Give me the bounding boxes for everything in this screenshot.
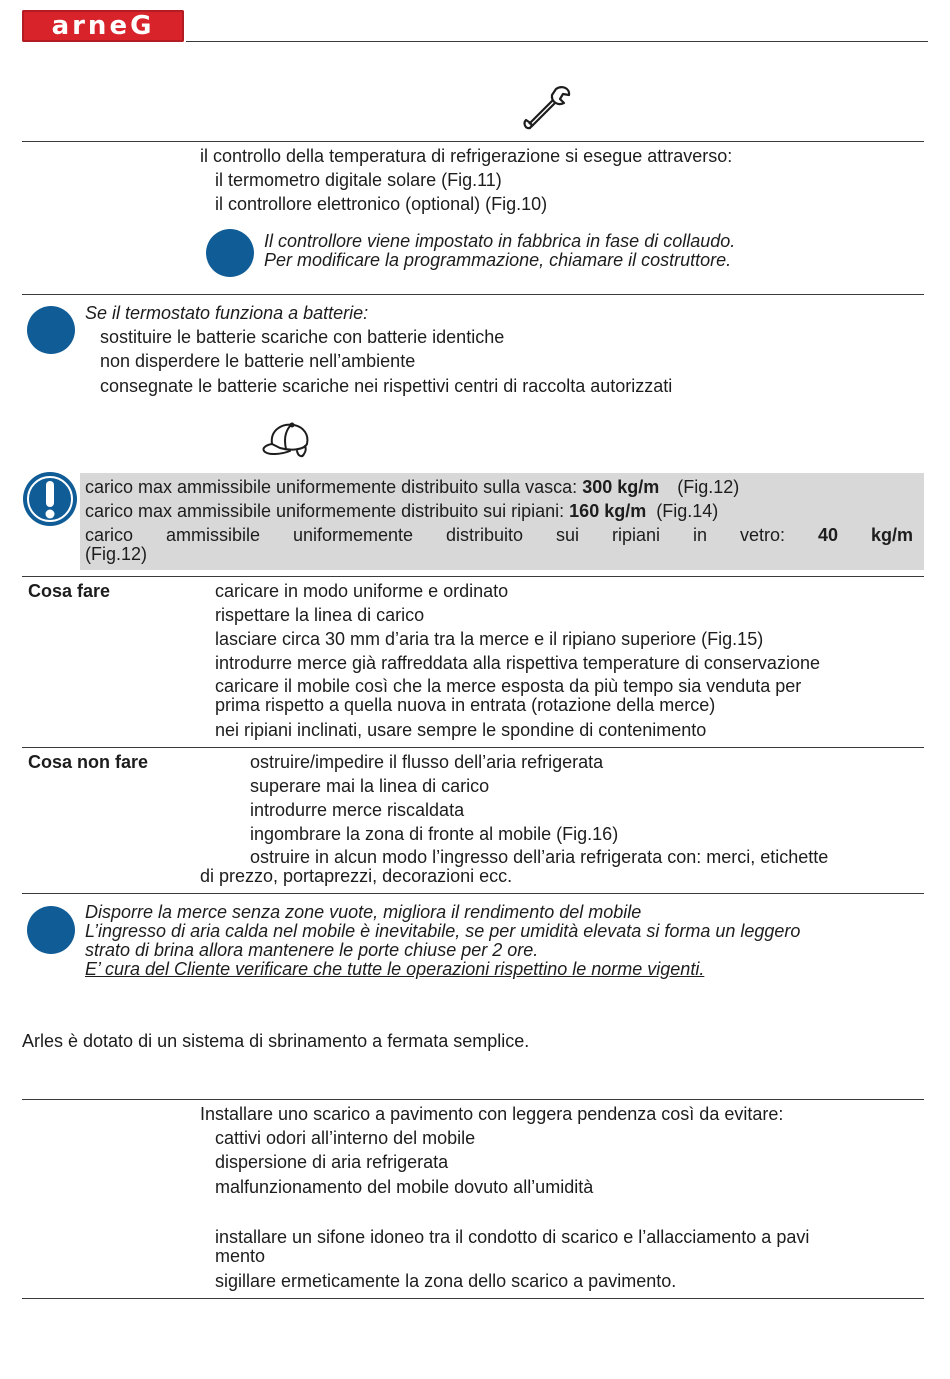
battery-item: consegnate le batterie scariche nei rispettivi centri di raccolta autorizzati — [100, 376, 673, 396]
drain-item: malfunzionamento del mobile dovuto all’umidità — [215, 1177, 594, 1197]
defrost-text: Arles è dotato di un sistema di sbrinamento a fermata semplice. — [22, 1031, 530, 1051]
control-item: il controllore elettronico (optional) (Fig.10) — [215, 194, 548, 214]
drain-item: installare un sifone idoneo tra il condotto di scarico e l’allacciamento a pavi — [215, 1227, 810, 1247]
drain-intro: Installare uno scarico a pavimento con leggera pendenza così da evitare: — [200, 1104, 784, 1124]
load-line: carico max ammissibile uniformemente distribuito sui ripiani: 160 kg/m (Fig.14) — [85, 501, 719, 521]
drain-item: dispersione di aria refrigerata — [215, 1152, 449, 1172]
dont-label: Cosa non fare — [28, 752, 149, 772]
warning-icon — [23, 472, 77, 526]
dont-item: introdurre merce riscaldata — [250, 800, 465, 820]
do-label: Cosa fare — [28, 581, 111, 601]
note-line: strato di brina allora mantenere le porte chiuse per 2 ore. — [85, 940, 539, 960]
drain-item: mento — [215, 1246, 266, 1266]
do-item: introdurre merce già raffreddata alla rispettiva temperature di conservazione — [215, 653, 820, 673]
dont-item: superare mai la linea di carico — [250, 776, 490, 796]
load-ref: (Fig.12) — [85, 544, 148, 564]
load-line: carico max ammissibile uniformemente distribuito sulla vasca: 300 kg/m (Fig.12) — [85, 477, 740, 497]
do-item: caricare in modo uniforme e ordinato — [215, 581, 509, 601]
do-item: caricare il mobile così che la merce esposta da più tempo sia venduta per — [215, 676, 802, 696]
note-line: E’ cura del Cliente verificare che tutte le operazioni rispettino le norme vigenti. — [85, 959, 705, 979]
rule-battery-top — [22, 294, 924, 295]
do-item: prima rispetto a quella nuova in entrata (rotazione della merce) — [215, 695, 716, 715]
rule-note-top — [22, 893, 924, 894]
load-line: carico ammissibile uniformemente distribuito sui ripiani in vetro: 40 kg/m — [85, 525, 913, 545]
do-item: rispettare la linea di carico — [215, 605, 425, 625]
note-line: Disporre la merce senza zone vuote, migliora il rendimento del mobile — [85, 902, 642, 922]
rule-drain-bottom — [22, 1298, 924, 1299]
info-icon — [27, 906, 75, 954]
do-item: lasciare circa 30 mm d’aria tra la merce e il ripiano superiore (Fig.15) — [215, 629, 764, 649]
header-rule — [186, 41, 928, 42]
cap-icon — [260, 420, 312, 462]
dont-item: ingombrare la zona di fronte al mobile (Fig.16) — [250, 824, 619, 844]
control-intro: il controllo della temperatura di refrigerazione si esegue attraverso: — [200, 146, 733, 166]
drain-item: cattivi odori all’interno del mobile — [215, 1128, 476, 1148]
dont-item: ostruire/impedire il flusso dell’aria refrigerata — [250, 752, 604, 772]
arneg-logo — [22, 10, 184, 42]
do-item: nei ripiani inclinati, usare sempre le spondine di contenimento — [215, 720, 707, 740]
rule-dont-top — [22, 747, 924, 748]
drain-item: sigillare ermeticamente la zona dello scarico a pavimento. — [215, 1271, 677, 1291]
wrench-icon — [522, 82, 572, 130]
logo-text: arneG — [51, 11, 155, 41]
control-note-line: Il controllore viene impostato in fabbrica in fase di collaudo. — [264, 231, 736, 251]
info-icon — [27, 306, 75, 354]
control-note-line: Per modificare la programmazione, chiamare il costruttore. — [264, 250, 732, 270]
control-item: il termometro digitale solare (Fig.11) — [215, 170, 502, 190]
rule-control-top — [22, 141, 924, 142]
battery-intro: Se il termostato funziona a batterie: — [85, 303, 369, 323]
dont-item: ostruire in alcun modo l’ingresso dell’aria refrigerata con: merci, etichette — [250, 847, 829, 867]
rule-do-top — [22, 576, 924, 577]
rule-drain-top — [22, 1099, 924, 1100]
battery-item: non disperdere le batterie nell’ambiente — [100, 351, 416, 371]
battery-item: sostituire le batterie scariche con batterie identiche — [100, 327, 505, 347]
dont-item: di prezzo, portaprezzi, decorazioni ecc. — [200, 866, 513, 886]
note-line: L’ingresso di aria calda nel mobile è inevitabile, se per umidità elevata si forma un leggero — [85, 921, 801, 941]
info-icon — [206, 229, 254, 277]
